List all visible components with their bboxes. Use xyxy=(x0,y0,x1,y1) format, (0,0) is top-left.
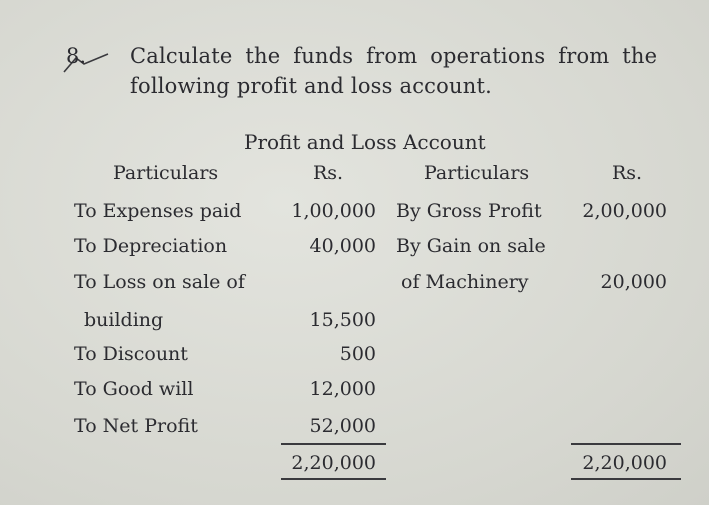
credit-amount: 20,000 xyxy=(600,271,667,293)
question-number: 8. xyxy=(66,44,87,68)
table-title: Profit and Loss Account xyxy=(244,130,486,154)
debit-amount: 1,00,000 xyxy=(291,200,376,222)
credit-total: 2,20,000 xyxy=(582,452,667,474)
debit-amount: 12,000 xyxy=(309,378,376,400)
credit-particular: of Machinery xyxy=(401,271,529,293)
debit-particular: To Good will xyxy=(74,378,194,400)
debit-particular: building xyxy=(84,309,164,331)
debit-total-rule-top xyxy=(281,443,386,445)
debit-particular: To Loss on sale of xyxy=(74,271,245,293)
debit-total-rule-bottom xyxy=(281,478,386,480)
debit-amount: 15,500 xyxy=(309,309,376,331)
credit-particular: By Gross Profit xyxy=(396,200,542,222)
credit-total-rule-bottom xyxy=(571,478,681,480)
debit-particular: To Discount xyxy=(74,343,188,365)
header-credit-amount: Rs. xyxy=(612,162,643,184)
debit-particular: To Depreciation xyxy=(74,235,228,257)
credit-amount: 2,00,000 xyxy=(582,200,667,222)
credit-particular: By Gain on sale xyxy=(396,235,546,257)
header-debit-particulars: Particulars xyxy=(113,162,219,184)
debit-particular: To Expenses paid xyxy=(74,200,242,222)
header-debit-amount: Rs. xyxy=(313,162,344,184)
question-text-line-2: following profit and loss account. xyxy=(130,74,492,98)
question-text-line-1: Calculate the funds from operations from the xyxy=(130,44,658,68)
credit-total-rule-top xyxy=(571,443,681,445)
debit-amount: 500 xyxy=(339,343,376,365)
debit-amount: 52,000 xyxy=(309,415,376,437)
debit-amount: 40,000 xyxy=(309,235,376,257)
header-credit-particulars: Particulars xyxy=(424,162,530,184)
debit-particular: To Net Profit xyxy=(74,415,198,437)
debit-total: 2,20,000 xyxy=(291,452,376,474)
